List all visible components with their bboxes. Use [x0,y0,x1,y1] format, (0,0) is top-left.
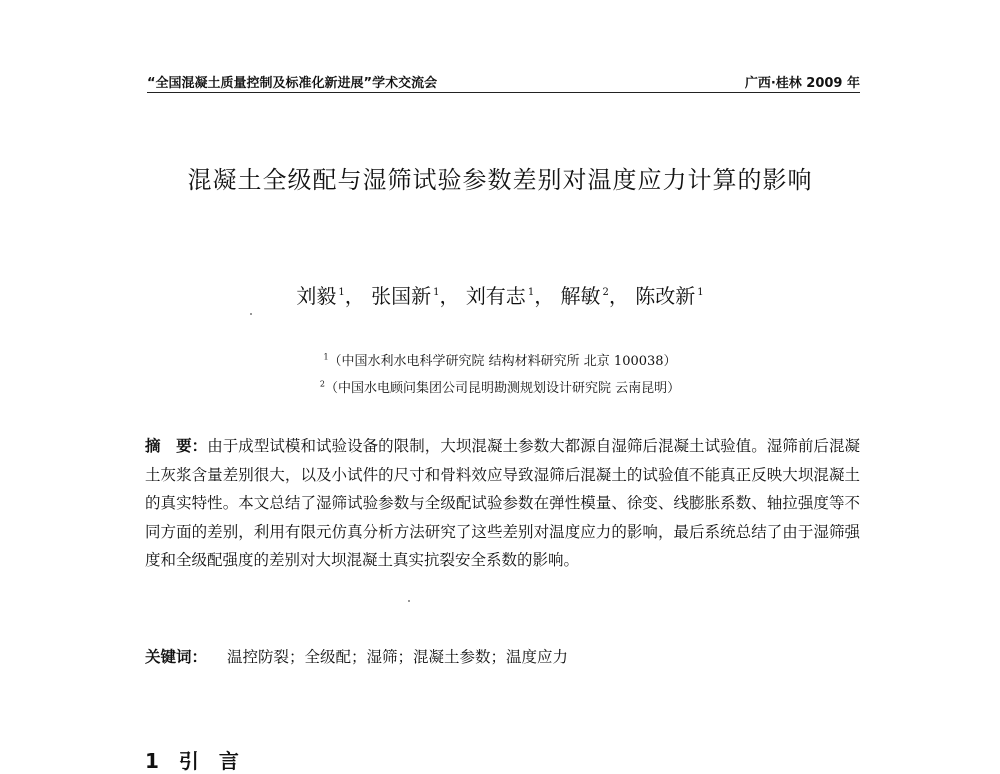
author-list: 刘毅 $^1$， 张国新 $^1$， 刘有志 $^1$， 解敏 $^2$， 陈改新 $^1$ [296,284,704,308]
keywords-text: 温控防裂；全级配；湿筛；混凝土参数；温度应力 [227,648,569,666]
author-name: 解敏 [560,284,601,308]
affil-text: （中国水利水电科学研究院 结构材料研究所 北京 100038） [328,354,677,369]
abstract-label: 摘 要： [145,437,208,455]
author-affil-mark: 1 [433,287,440,299]
author-affil-mark: 1 [338,287,345,299]
paper-title: 混凝土全级配与湿筛试验参数差别对温度应力计算的影响 [187,166,813,194]
affil-text: （中国水电顾问集团公司昆明勘测规划设计研究院 云南昆明） [324,381,681,396]
section-number: 1 [145,749,159,773]
author-affil-mark: 1 [697,287,704,299]
section-title: 引 言 [178,749,239,773]
author-name: 陈改新 [635,284,696,308]
author-name: 张国新 [371,284,432,308]
running-header [147,70,860,93]
scan-speck [250,313,252,315]
affiliation-2 [0,377,1000,396]
keywords [145,645,860,667]
author-affil-mark: 2 [602,287,609,299]
author-name: 刘有志 [465,284,526,308]
affiliation-1 [0,350,1000,369]
abstract-text: 由于成型试模和试验设备的限制，大坝混凝土参数大都源自湿筛后混凝土试验值。湿筛前后混凝土灰浆含量差别很大，以及小试件的尺寸和骨料效应导致湿筛后混凝土的试验值不能真正反映大坝混凝土的真实特性。本文总结了湿筛试验参数与全级配试验参数在弹性模量、徐变、线膨胀系数、轴拉强度等不同方面的差别，利用有限元仿真分析方法研究了这些差别对温度应力的影响，最后系统总结了由于湿筛强度和全级配强度的差别对大坝混凝土真实抗裂安全系数的影响。 [145,437,860,569]
author-affil-mark: 1 [527,287,535,299]
location-year: 广西·桂林 2009 年 [744,76,860,91]
keywords-label: 关键词： [145,648,208,666]
conference-name: “全国混凝土质量控制及标准化新进展”学术交流会 [147,76,438,91]
affil-mark: 1 [323,352,329,362]
scan-speck [408,600,410,602]
abstract [145,432,860,575]
author-name: 刘毅 [296,284,337,308]
affil-mark: 2 [319,379,325,389]
